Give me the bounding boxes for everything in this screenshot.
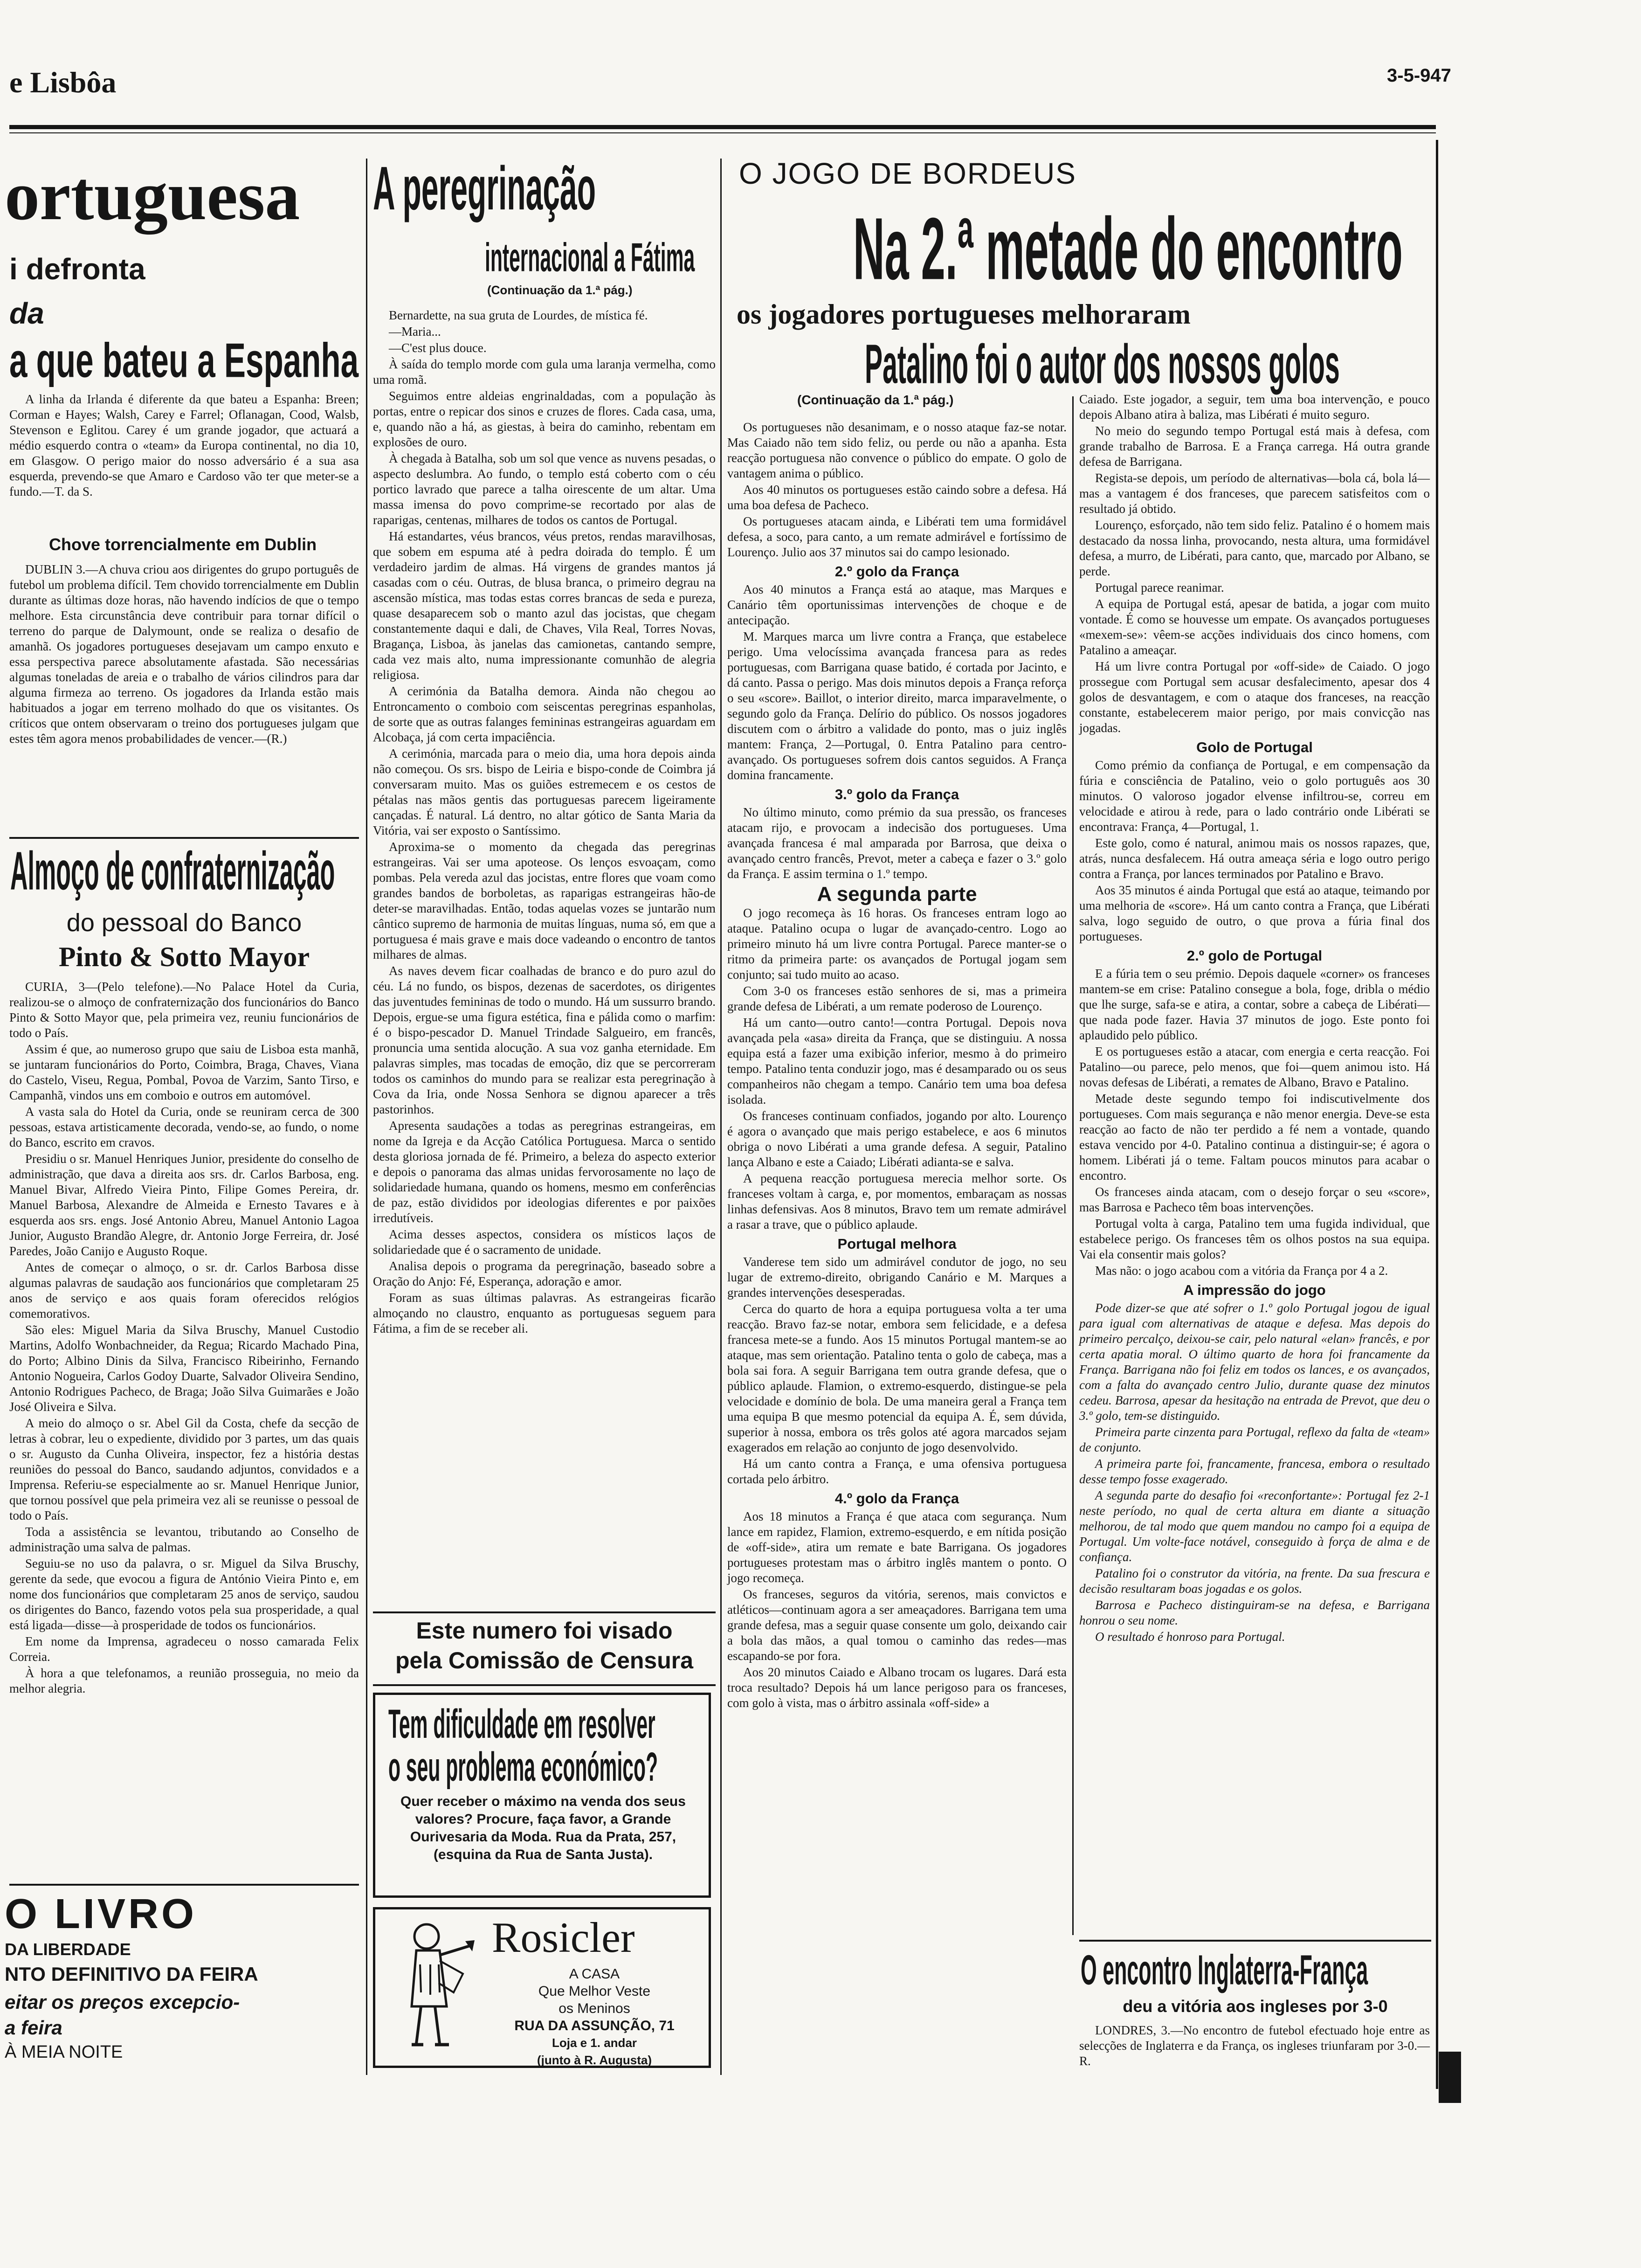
article-paragraph: E os portugueses estão a atacar, com energia e certa reacção. Foi Patalino—ou parece, pelo menos, que foi—quem animou isto. Há novas defesas de Libérati, a remates de Albano, Bravo e Patalino. (1079, 1044, 1430, 1089)
section-subheading: Golo de Portugal (1196, 739, 1313, 755)
article-paragraph: Toda a assistência se levantou, tributando ao Conselho de administração uma salva de palmas. (9, 1525, 359, 1554)
article-paragraph: Metade deste segundo tempo foi indiscutivelmente dos portugueses. Com mais segurança e não menor energia. Deve-se esta reacção ao facto de não ter perdido a fé nem a vontade, quando estava vencido por 4-0. Patalino continua a distinguir-se; é agora o homem. Libérati já o teme. Faltam poucos minutos para acabar o encontro. (1079, 1092, 1430, 1182)
bordeus-column-a (727, 420, 1067, 1712)
column-divider (366, 159, 367, 2075)
rosicler-line: Que Melhor Veste (538, 1984, 651, 1999)
article-paragraph: A meio do almoço o sr. Abel Gil da Costa, chefe da secção de letras à cobrar, leu o expediente, dividido por 3 partes, um das quais o sr. Augusto da Cunha Oliveira, inspector, fez a história destas reuniões do pessoal do Banco, saudando adjuntos, convidados e a Imprensa. Referiu-se especialmente ao sr. Manuel Henrique Junior, que tornou possível que pela primeira vez ali se reunisse o pessoal de todo o País. (9, 1416, 359, 1522)
article-paragraph: Os portugueses atacam ainda, e Libérati tem uma formidável defesa, a soco, para canto, a um remate admirável e fortíssimo de Lourenço. Julio aos 37 minutos sai do campo lesionado. (727, 514, 1067, 559)
section-subheading: 4.º golo da França (834, 1490, 959, 1507)
article-paragraph: Primeira parte cinzenta para Portugal, reflexo da falta de «team» de conjunto. (1079, 1425, 1430, 1454)
article-paragraph: O jogo recomeça às 16 horas. Os franceses entram logo ao ataque. Patalino ocupa o lugar de avançado-centro. Logo ao primeiro minuto há um livre contra Portugal. Parece manter-se o ritmo da primeira parte: os avançados de Portugal jogam sem conjunto; sai tudo muito ao acaso. (727, 906, 1067, 982)
article-paragraph: Portugal volta à carga, Patalino tem uma fugida individual, que estabelece perigo. Os franceses têm os olhos postos na sua equipa. Vai ela consentir mais golos? (1079, 1217, 1430, 1261)
section-subheading: 2.º golo de Portugal (1186, 947, 1323, 964)
article-paragraph: À hora a que telefonamos, a reunião prosseguia, no meio da melhor alegria. (9, 1666, 359, 1695)
page-edge-marker (1439, 2052, 1461, 2103)
masthead-rule (9, 125, 1436, 129)
article-paragraph: Com 3-0 os franceses estão senhores de si, mas a primeira grande defesa de Libérati, a um remate poderoso de Lourenço. (727, 984, 1067, 1013)
article-paragraph: Bernardette, na sua gruta de Lourdes, de mística fé. (389, 308, 648, 322)
livro-ad-title: O LIVRO (5, 1891, 197, 1937)
banco-sub-1: do pessoal do Banco (66, 909, 302, 937)
fatima-headline-1: A peregrinação (373, 154, 596, 223)
censura-line: pela Comissão de Censura (395, 1647, 694, 1673)
livro-ad-line: eitar os preços excepcio- (5, 1991, 240, 2013)
article-paragraph: A pequena reacção portuguesa merecia melhor sorte. Os franceses voltam à carga, e, por momentos, embaraçam as nossas linhas defensivas. Aos 8 minutos, Bravo tem um remate admirável a rasar a trave, que o público aplaude. (727, 1171, 1067, 1231)
article-paragraph: À chegada à Batalha, sob um sol que vence as nuvens pesadas, o aspecto deslumbra. Ao fundo, o templo está coberto com o céu portico lavrado que parece a talha oirescente de um altar. Uma massa imensa do povo comprime-se recortado por alas de raparigas, centenas, milhares de todos os cantos de Portugal. (373, 451, 716, 527)
section-rule (373, 1611, 716, 1613)
ourivesaria-body: Quer receber o máximo na venda dos seus valores? Procure, faça favor, a Grande Ourivesaria da Moda. Rua da Prata, 257, (esquina da Rua de Santa Justa). (400, 1794, 686, 1862)
banco-headline: Almoço de confraternização (10, 841, 335, 902)
article-paragraph: Apresenta saudações a todas as peregrinas estrangeiras, em nome da Igreja e da Acção Católica Portuguesa. Marca o sentido desta gloriosa jornada de fé. Primeiro, a beleza do aspecto exterior e depois o panorama das almas unidas fervorosamente no laço de solidariedade humana, quando os homens, mesmo em conferências de paz, estão divididos por ideologias diferentes e por paixões irredutíveis. (373, 1119, 716, 1225)
banco-article (9, 979, 359, 1697)
article-paragraph: Seguimos entre aldeias engrinaldadas, com a população às portas, entre o repicar dos sinos e cruzes de flores. Cada casa, uma, e, quando não a há, as giestas, à beira do caminho, rebentam em explosões de ouro. (373, 389, 716, 449)
masthead-rule-thin (9, 132, 1436, 133)
livro-ad-line: NTO DEFINITIVO DA FEIRA (5, 1963, 258, 1985)
article-paragraph: Aos 40 minutos os portugueses estão caindo sobre a defesa. Há uma boa defesa de Pacheco. (727, 483, 1067, 512)
bordeus-headline: Na 2.ª metade do encontro (853, 200, 1403, 298)
masthead-paper-name: e Lisbôa (9, 66, 117, 99)
livro-ad (0, 1888, 364, 2066)
section-rule (1079, 1940, 1431, 1942)
section-subheading: A segunda parte (817, 883, 977, 906)
article-paragraph: À saída do templo morde com gula uma laranja vermelha, como uma romã. (373, 357, 716, 387)
ourivesaria-headline-2: o seu problema económico? (388, 1744, 658, 1790)
col1-subtitle-1: i defronta (9, 252, 145, 286)
section-rule (373, 1684, 716, 1686)
fatima-headline-2: internacional a Fátima (485, 235, 695, 280)
article-paragraph: Presidiu o sr. Manuel Henriques Junior, presidente do conselho de administração, que dava a direita aos srs. dr. Carlos Barbosa, eng. Manuel Bivar, Alfredo Vieira Pinto, Filipe Gomes Pereira, dr. Manuel Barbosa, Alexandre de Almeida e Ernesto Tavares e à esquerda aos srs. engs. José Antonio Abreu, Manuel Antonio Lagoa Junior, Augusto Brandão Alegre, dr. Antonio Jorge Ferreira, dr. José Paredes, João Canijo e Augusto Roque. (9, 1152, 359, 1258)
bordeus-kicker: O JOGO DE BORDEUS (739, 157, 1076, 190)
masthead-date: 3-5-947 (1387, 65, 1451, 86)
article-paragraph: Há um livre contra Portugal por «off-side» de Caiado. O jogo prossegue com Portugal sem acusar desfalecimento, apesar dos 4 golos de desvantagem, e com o ataque dos franceses, na reacção constante, estabelecerem maior perigo, por mais convicção nas jogadas. (1079, 659, 1430, 735)
section-subheading: 2.º golo da França (834, 563, 959, 580)
ourivesaria-headline-1: Tem dificuldade em resolver (388, 1701, 655, 1747)
article-paragraph: A primeira parte foi, francamente, francesa, embora o resultado desse tempo fosse exagerado. (1079, 1457, 1430, 1486)
article-paragraph: Aos 18 minutos a França é que ataca com segurança. Num lance em rapidez, Flamion, extremo-esquerdo, e em nítida posição de «off-side», atira um remate e bate Barrigana. Os jogadores portugueses protestam mas o árbitro inglês mantem o ponto. O jogo recomeça. (727, 1509, 1067, 1585)
article-paragraph: E a fúria tem o seu prémio. Depois daquele «corner» os franceses mantem-se em crise: Patalino consegue a bola, foge, dribla o médio que lhe surge, safa-se e atira, a contar, sobre a cabeça de Libérati—que nada pode fazer. Havia 37 minutos de jogo. Este ponto foi aplaudido pelo público. (1079, 967, 1430, 1042)
article-paragraph: As naves devem ficar coalhadas de branco e do puro azul do céu. Lá no fundo, os bispos, dezenas de sacerdotes, os dirigentes das juventudes femininas de todo o mundo. Há um sussurro brando. Depois, ergue-se uma figura estética, fina e pálida como o marfim: é o bispo-pescador D. Manuel Trindade Salgueiro, em francês, pronuncia uma sentida alocução. A sua voz ganha eternidade. Em palavras simples, mas tocadas de emoção, diz que se percorreram todos os caminhos do mundo para se realizar esta peregrinação à Cova da Iria, onde Nossa Senhora se dignou aparecer a três pastorinhos. (373, 964, 716, 1116)
article-paragraph: M. Marques marca um livre contra a França, que estabelece perigo. Uma velocíssima avançada francesa para as redes portuguesas, com Barrigana quase batido, é cortada por Jacinto, e dá canto. Passa o perigo. Mas dois minutos depois a França reforça o seu «score». Baillot, o interior direito, marca imparavelmente, o segundo golo da França. Delírio do público. Os nossos jogadores discutem com o árbitro a validade do ponto, mas o juiz inglês mantem: França, 2—Portugal, 0. Entra Patalino para centro-avançado. Os portugueses sofrem dois cantos seguidos. A França domina francamente. (727, 629, 1067, 782)
censura-notice (373, 1616, 716, 1675)
article-paragraph: No último minuto, como prémio da sua pressão, os franceses atacam rijo, e provocam a indecisão dos portugueses. Uma avançada francesa é mal amparada por Barrosa, que deixa o avançado centro francês, Prevot, meter a cabeça e fazer o 3.º golo da França. E assim termina o 1.º tempo. (727, 805, 1067, 881)
inglaterra-article: LONDRES, 3.—No encontro de futebol efectuado hoje entre as selecções de Inglaterra e da França, os ingleses triunfaram por 3-0.—R. (1079, 2023, 1430, 2068)
livro-ad-line: DA LIBERDADE (5, 1940, 131, 1959)
rosicler-line: RUA DA ASSUNÇÃO, 71 (514, 2018, 675, 2033)
article-paragraph: Aproxima-se o momento da chegada das peregrinas estrangeiras. Vai ser uma apoteose. Os lenços esvoaçam, como pombas. Pela vereda azul das jocistas, entre flores que voam como grandes bandos de borboletas, as raparigas estrangeiras hão-de deter-se maravilhadas. Então, todas aquelas vozes se juntarão num cântico supremo de harmonia de muitas línguas, numa só, em que a portuguesa é mais grave e mais doce vadeando o encontro de tantos milhares de almas. (373, 840, 716, 961)
article-paragraph: Foram as suas últimas palavras. As estrangeiras ficarão almoçando no claustro, enquanto as portuguesas seguem para Fátima, a fim de se receber ali. (373, 1291, 716, 1335)
fatima-continuation: (Continuação da 1.ª pág.) (487, 283, 633, 297)
article-paragraph: Seguiu-se no uso da palavra, o sr. Miguel da Silva Bruschy, gerente da sede, que evocou a figura de António Vieira Pinto e, em nome dos funcionários que completaram 25 anos de serviço, saudou os dirigentes do Banco, fazendo votos pela sua prosperidade, a qual está ligada—disse—à prosperidade de todos os funcionários. (9, 1556, 359, 1632)
article-paragraph: Lourenço, esforçado, não tem sido feliz. Patalino é o homem mais destacado da nossa linha, provocando, nesta altura, uma formidável defesa, a murro, de Libérati, para canto, que, marcado por Albano, se perde. (1079, 518, 1430, 578)
bordeus-column-b (1079, 392, 1430, 1646)
article-paragraph: A segunda parte do desafio foi «reconfortante»: Portugal fez 2-1 neste período, no qual de certa altura em diante a situação melhorou, de tal modo que quem mandou no campo foi a equipa de Portugal. Um volte-face notável, conseguido à força de alma e de confiança. (1079, 1488, 1430, 1564)
article-paragraph: —Maria... (389, 325, 441, 339)
inglaterra-sub: deu a vitória aos ingleses por 3-0 (1123, 1997, 1388, 2016)
article-paragraph: Como prémio da confiança de Portugal, e em compensação da fúria e consciência de Patalino, veio o golo português aos 30 minutos. O valoroso jogador elvense infiltrou-se, correu em velocidade e atirou à rede, para o lado contrário onde Libérati se encontrava: França, 4—Portugal, 1. (1079, 758, 1430, 834)
article-paragraph: Barrosa e Pacheco distinguiram-se na defesa, e Barrigana honrou o seu nome. (1079, 1598, 1430, 1627)
rosicler-line: (junto à R. Augusta) (537, 2053, 652, 2067)
article-paragraph: Há estandartes, véus brancos, véus pretos, rendas maravilhosas, que sobem em espuma até à pedra doirada do templo. É um verdadeiro jardim de almas. Há virgens de grandes mantos já casadas com o céu. Outras, de blusa branca, o primeiro degrau na ascensão mística, mas todas estas corres brancas de seda e pureza, quase desaparecem sob o manto azul das jocistas, que chegam constantemente daqui e dali, de Chaves, Vila Real, Torres Novas, Bragança, Lisboa, às janelas das camionetas, cantando sempre, cada vez mais alto, numa impressionante comunhão de alegria religiosa. (373, 529, 716, 682)
article-paragraph: Caiado. Este jogador, a seguir, tem uma boa intervenção, e pouco depois Albano atira à baliza, mas Libérati é muito seguro. (1079, 392, 1430, 422)
article-paragraph: Os franceses continuam confiados, jogando por alto. Lourenço é agora o avançado que mais perigo estabelece, e aos 6 minutos obriga o novo Libérati a uma grande defesa. A seguir, Patalino lança Albano e este a Caiado; Libérati adianta-se e salva. (727, 1109, 1067, 1169)
article-paragraph: O resultado é honroso para Portugal. (1095, 1630, 1285, 1644)
article-paragraph: Este golo, como é natural, animou mais os nossos rapazes, que, atrás, nunca desfalecem. Há outra ameaça séria e logo outro perigo contra a França, por lances terminados por Patalino e Bravo. (1079, 836, 1430, 881)
livro-ad-line: À MEIA NOITE (5, 2042, 123, 2062)
rosicler-ad (373, 1907, 711, 2068)
ourivesaria-ad (373, 1693, 711, 1898)
censura-line: Este numero foi visado (416, 1618, 673, 1644)
col1-intro: A linha da Irlanda é diferente da que bateu a Espanha: Breen; Corman e Hayes; Walsh, Carey e Farrel; Oflanagan, Cood, Walsb, Stevenson e Eglitou. Carey é um grande jogador, que actuará a médio esquerdo contra o «team» da Europa continental, no dia 10, em Glasgow. O perigo maior do nosso adversário é a sua asa esquerda, prevendo-se que Amaro e Cardoso vão ter que meter-se a fundo.—T. da S. (9, 392, 359, 498)
bordeus-continuation: (Continuação da 1.ª pág.) (797, 393, 954, 407)
column-divider (720, 159, 722, 2075)
article-paragraph: Portugal parece reanimar. (1095, 581, 1224, 595)
article-paragraph: Vanderese tem sido um admirável condutor de jogo, no seu lugar de extremo-direito, obrigando Canário e M. Marques a grandes intervenções desesperadas. (727, 1255, 1067, 1300)
column-divider (1072, 396, 1074, 1935)
rosicler-line: A CASA (569, 1966, 620, 1982)
article-paragraph: Antes de começar o almoço, o sr. dr. Carlos Barbosa disse algumas palavras de saudação aos funcionários que completaram 25 anos de serviço e aos quais foram oferecidos relógios comemorativos. (9, 1260, 359, 1321)
article-paragraph: Pode dizer-se que até sofrer o 1.º golo Portugal jogou de igual para igual com alternativas de ataque e defesa. Mas depois do primeiro percalço, deixou-se cair, pelo natural «elan» francês, e por certa apatia moral. O último quarto de hora foi francamente da França. Barrigana não foi feliz em todos os lances, e os avançados, com a falta do avançado centro Julio, durante quase dez minutos cedeu. Barrosa, apesar da hesitação na entrada de Prevot, que deu o 3.º golo, tem-se distinguido. (1079, 1301, 1430, 1423)
section-subheading: Portugal melhora (837, 1236, 957, 1252)
article-paragraph: Os franceses, seguros da vitória, serenos, mais convictos e atléticos—continuam agora a ser ameaçadores. Barrigana tem uma grande defesa, mas a seguir quase consente um golo, deixando cair a bola das mãos, a qual tomou o caminho das redes—mas escapando-se por fora. (727, 1587, 1067, 1663)
section-rule (9, 837, 359, 839)
article-paragraph: A cerimónia da Batalha demora. Ainda não chegou ao Entroncamento o comboio com seiscentas peregrinas espanholas, de sorte que as outras falanges femininas estrangeiras aguardam em Alcobaça, já com certa impaciência. (373, 684, 716, 744)
article-paragraph: No meio do segundo tempo Portugal está mais à defesa, com grande trabalho de Barrosa. E a França carrega. Há outra grande defesa de Barrigana. (1079, 424, 1430, 469)
article-paragraph: Acima desses aspectos, considera os místicos laços de solidariedade que é o sacramento de unidade. (373, 1227, 716, 1257)
rosicler-line: os Meninos (558, 2001, 630, 2016)
article-paragraph: A cerimónia, marcada para o meio dia, uma hora depois ainda não começou. Os srs. bispo de Leiria e bispo-conde de Coimbra já conversaram muito. Mas os guiões estremecem e os cestos de pétalas nas mãos gentis das portuguesas parecem ligeiramente cançadas. É natural. Lá dentro, no altar gótico de Santa Maria da Vitória, vai ser exposto o Santíssimo. (373, 747, 716, 837)
rosicler-line: Loja e 1. andar (552, 2036, 637, 2050)
livro-ad-line: a feira (5, 2017, 62, 2039)
article-paragraph: —C'est plus douce. (389, 341, 487, 355)
banco-sub-2: Pinto & Sotto Mayor (58, 941, 310, 972)
section-subheading: A impressão do jogo (1183, 1282, 1326, 1298)
article-paragraph: CURIA, 3—(Pelo telefone).—No Palace Hotel da Curia, realizou-se o almoço de confraternização dos funcionários do Banco Pinto & Sotto Mayor que, pela primeira vez, reuniu funcionários de todo o País. (9, 980, 359, 1040)
article-paragraph: A vasta sala do Hotel da Curia, onde se reuniram cerca de 300 pessoas, estava artisticamente decorada, vendo-se, ao fundo, o nome do Banco, escrito em cravos. (9, 1105, 359, 1149)
section-rule (9, 1884, 359, 1886)
rain-headline: Chove torrencialmente em Dublin (49, 535, 317, 554)
article-paragraph: Há um canto—outro canto!—contra Portugal. Depois nova avançada pela «asa» direita da França, que se distinguiu. A nossa equipa está a fazer uma exibição inferior, mesmo à do primeiro tempo. Patalino tenta conduzir jogo, mas é desamparado ou os seus companheiros não chegam a tempo. Canário tem uma boa defesa isolada. (727, 1016, 1067, 1106)
article-paragraph: Aos 35 minutos é ainda Portugal que está ao ataque, teimando por uma melhoria de «score». Há um canto contra a França, que Libérati salva, logo seguido de outro, o que prova a fúria final dos portugueses. (1079, 883, 1430, 943)
col1-subtitle-2: da (9, 297, 44, 330)
page-edge-rule (1436, 140, 1438, 2089)
bordeus-subhead: os jogadores portugueses melhoraram (737, 299, 1191, 330)
herald-figure-icon (384, 1918, 477, 2058)
article-paragraph: Em nome da Imprensa, agradeceu o nosso camarada Felix Correia. (9, 1634, 359, 1664)
bordeus-subhead-2: Patalino foi o autor dos nossos golos (865, 333, 1340, 395)
article-paragraph: Assim é que, ao numeroso grupo que saiu de Lisboa esta manhã, se juntaram funcionários do Porto, Coimbra, Braga, Chaves, Viana do Castelo, Viseu, Regua, Pombal, Povoa de Varzim, Santo Tirso, e Campanhã, vindos uns em comboio e outros em automóvel. (9, 1042, 359, 1102)
article-paragraph: Aos 40 minutos a França está ao ataque, mas Marques e Canário têm oportunissimas intervenções de choque e de antecipação. (727, 582, 1067, 627)
article-paragraph: Cerca do quarto de hora a equipa portuguesa volta a ter uma reacção. Bravo faz-se notar, embora sem felicidade, e a defesa francesa mete-se a fundo. Aos 15 minutos Portugal mantem-se ao ataque, mas sem orientação. Patalino tenta o golo de cabeça, mas a bola sai fora. A seguir Barrigana tem outra grande defesa, que o público aplaude. Flamion, o extremo-esquerdo, distingue-se pela velocidade e domínio de bola. De uma maneira geral a França tem uma equipa B que mesmo potencial da equipa A. É, sem dúvida, superior à nossa, embora os três golos até agora marcados sejam exagerados em relação ao conjunto de jogo desenvolvido. (727, 1302, 1067, 1454)
article-paragraph: Patalino foi o construtor da vitória, na frente. Da sua frescura e decisão resultaram boas jogadas e os golos. (1079, 1566, 1430, 1596)
rain-article: DUBLIN 3.—A chuva criou aos dirigentes do grupo português de futebol um problema difícil. Tem chovido torrencialmente em Dublin durante as últimas doze horas, não havendo indícios de que o tempo melhore. Esta circunstância deve contribuir para tornar difícil o terreno do parque de Dalymount, onde se realiza o desafio de amanhã. Os jogadores portugueses desejavam um campo enxuto e essa perspectiva parece absolutamente afastada. São necessárias algumas toneladas de areia e o trabalho de vários cilindros para dar alguma firmeza ao terreno. Os jogadores da Irlanda estão mais habituados a jogar em terreno molhado do que os visitantes. Os críticos que ontem observaram o treino dos portugueses julgam que estes têm agora menos probabilidades de vencer.—(R.) (9, 562, 359, 746)
article-paragraph: Regista-se depois, um período de alternativas—bola cá, bola lá—mas a vantagem é dos franceses, que parecem satisfeitos com o resultado já obtido. (1079, 471, 1430, 516)
article-paragraph: Aos 20 minutos Caiado e Albano trocam os lugares. Dará esta troca resultado? Depois há um lance perigoso para os franceses, com golo à vista, mas o árbitro assinala «off-side» a (727, 1665, 1067, 1710)
article-paragraph: Os portugueses não desanimam, e o nosso ataque faz-se notar. Mas Caiado não tem sido feliz, ou perde ou não a apanha. Esta reacção portuguesa não convence o público do empate. O golo de vantagem anima o público. (727, 420, 1067, 480)
inglaterra-headline: O encontro Inglaterra-França (1081, 1946, 1368, 1994)
article-paragraph: A equipa de Portugal está, apesar de batida, a jogar com muito vontade. É como se houvesse um empate. Os avançados portugueses «mexem-se»: vêem-se acções individuais dos cinco homens, com Patalino a ameaçar. (1079, 597, 1430, 657)
article-paragraph: Os franceses ainda atacam, com o desejo forçar o seu «score», mas Barrosa e Pacheco têm boas intervenções. (1079, 1185, 1430, 1214)
article-paragraph: São eles: Miguel Maria da Silva Bruschy, Manuel Custodio Martins, Adolfo Wonbachneider, da Regua; Ricardo Machado Pina, do Porto; Albino Dinis da Silva, Francisco Ribeirinho, Fernando Antonio Nogueira, Carlos Godoy Duarte, Salvador Oliveira Sendino, Antonio Rodrigues Pacheco, de Braga; João Silva Guimarães e João José Oliveira e Silva. (9, 1323, 359, 1414)
rosicler-brand: Rosicler (492, 1914, 635, 1961)
article-paragraph: Há um canto contra a França, e uma ofensiva portuguesa cortada pelo árbitro. (727, 1457, 1067, 1486)
rosicler-text (485, 1965, 704, 2069)
article-paragraph: Mas não: o jogo acabou com a vitória da França por 4 a 2. (1095, 1264, 1388, 1278)
article-paragraph: Analisa depois o programa da peregrinação, baseado sobre a Oração do Anjo: Fé, Esperança, adoração e amor. (373, 1259, 716, 1288)
col1-headline: a que bateu a Espanha (9, 333, 359, 388)
section-subheading: 3.º golo da França (834, 786, 959, 802)
fatima-article (373, 308, 716, 1337)
